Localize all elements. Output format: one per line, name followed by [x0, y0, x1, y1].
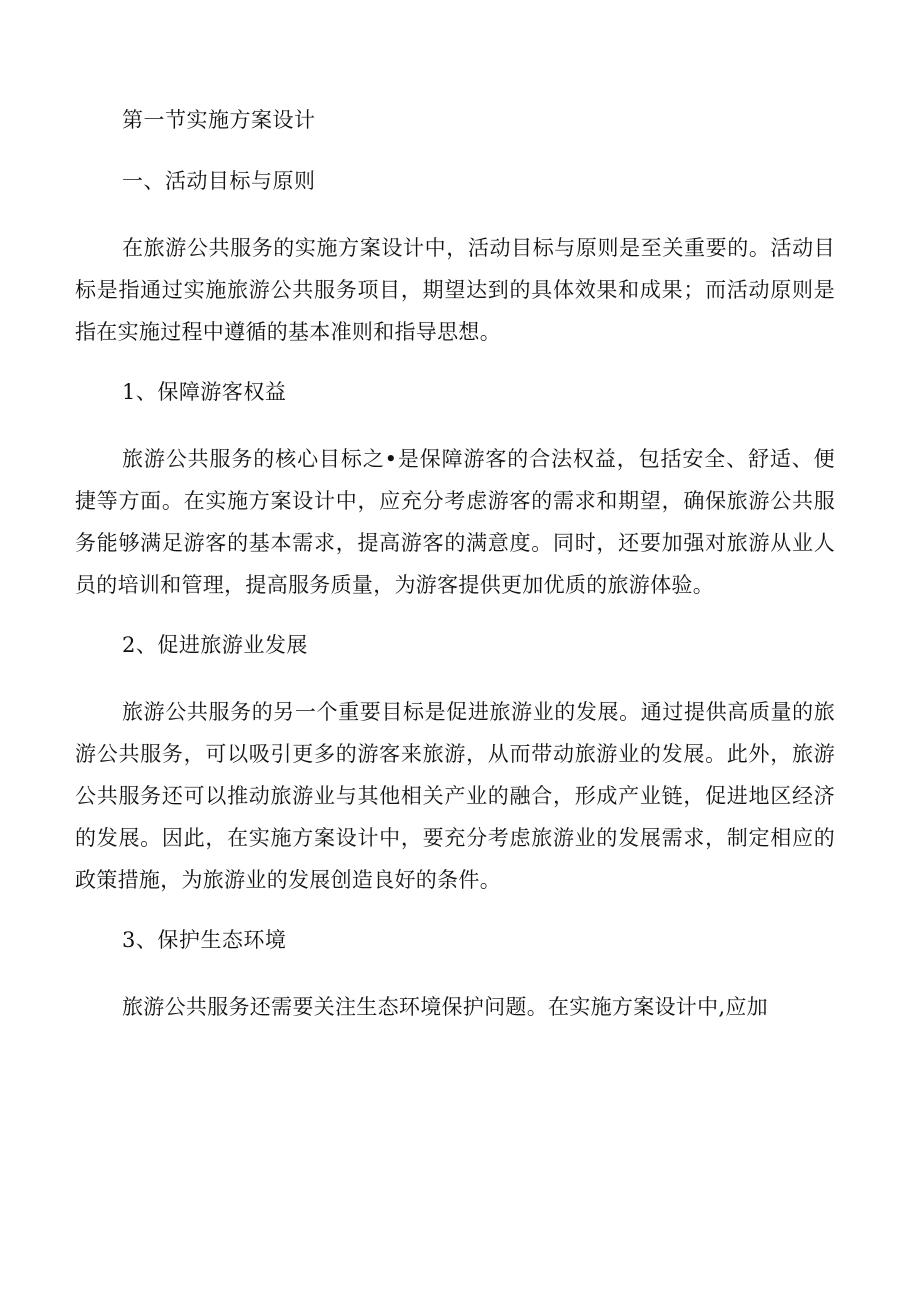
item-heading-protect-environment: 3、保护生态环境 [122, 928, 287, 952]
paragraph-promote-tourism: 旅游公共服务的另一个重要目标是促进旅游业的发展。通过提供高质量的旅游公共服务，可以吸引更多的游客来旅游，从而带动旅游业的发展。此外，旅游公共服务还可以推动旅游业与其他相关产业的融合，形成产业链，促进地区经济的发展。因此，在实施方案设计中，要充分考虑旅游业的发展需求，制定相应的政策措施，为旅游业的发展创造良好的条件。 [75, 700, 835, 892]
item-heading-promote-tourism: 2、促进旅游业发展 [122, 633, 308, 657]
paragraph-protect-environment: 旅游公共服务还需要关注生态环境保护问题。在实施方案设计中,应加 [122, 995, 768, 1019]
page-title: 第一节实施方案设计 [122, 108, 316, 132]
item-heading-protect-tourist-rights: 1、保障游客权益 [122, 380, 287, 404]
section-heading-goals-principles: 一、活动目标与原则 [122, 169, 316, 193]
paragraph-protect-tourist-rights: 旅游公共服务的核心目标之•是保障游客的合法权益，包括安全、舒适、便捷等方面。在实施方案设计中，应充分考虑游客的需求和期望，确保旅游公共服务能够满足游客的基本需求，提高游客的满意度。同时，还要加强对旅游从业人员的培训和管理，提高服务质量，为游客提供更加优质的旅游体验。 [75, 447, 835, 597]
intro-paragraph: 在旅游公共服务的实施方案设计中，活动目标与原则是至关重要的。活动目标是指通过实施旅游公共服务项目，期望达到的具体效果和成果；而活动原则是指在实施过程中遵循的基本准则和指导思想。 [75, 236, 835, 344]
document-body [75, 105, 835, 1028]
